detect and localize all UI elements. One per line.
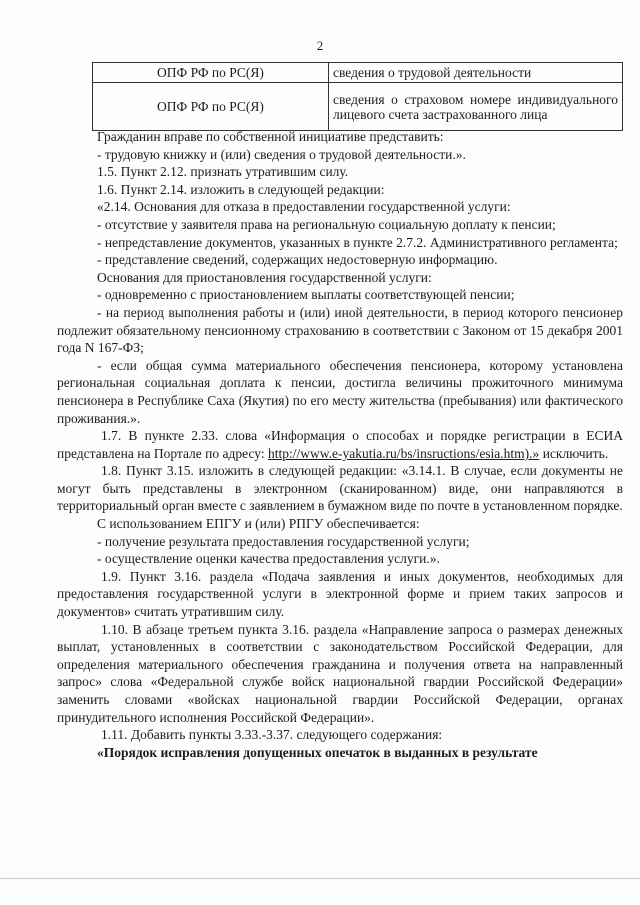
- table-row: [93, 63, 623, 83]
- paragraph: - одновременно с приостановлением выплаты соответствующей пенсии;: [97, 287, 515, 303]
- paragraph: - отсутствие у заявителя права на региональную социальную доплату к пенсии;: [97, 216, 556, 232]
- paragraph: 1.5. Пункт 2.12. признать утратившим силу.: [97, 164, 349, 180]
- table-cell-organization: ОПФ РФ по РС(Я): [93, 83, 329, 131]
- scan-edge-line: [0, 878, 640, 879]
- table-cell-document: сведения о страховом номере индивидуального лицевого счета застрахованного лица: [329, 83, 623, 131]
- paragraph: «2.14. Основания для отказа в предоставлении государственной услуги:: [97, 199, 511, 215]
- paragraph: Основания для приостановления государственной услуги:: [97, 269, 432, 285]
- esia-link[interactable]: http://www.e-yakutia.ru/bs/insructions/esia.htm).»: [267, 445, 540, 461]
- paragraph: Гражданин вправе по собственной инициативе представить:: [97, 129, 444, 144]
- table-cell-organization: ОПФ РФ по РС(Я): [93, 63, 329, 83]
- paragraph: 1.10. В абзаце третьем пункта 3.16. раздела «Направление запроса о размерах денежных выплат, установленных в соответствии с законодательством Российской Федерации, для определения материального обеспечения гражданина и получения ответа на направленный запрос» слова «Федеральной службе войск национальной гвардии Российской Федерации» заменить словами «войсках национальной гвардии Российской Федерации, органах принудительного исполнения Российской Федерации».: [57, 621, 623, 725]
- paragraph-text: исключить.: [542, 445, 609, 461]
- table-cell-document: сведения о трудовой деятельности: [329, 63, 623, 83]
- paragraph: 1.9. Пункт 3.16. раздела «Подача заявления и иных документов, необходимых для предоставления государственной услуги в электронной форме и прием таких запросов и документов» считать утратившим силу.: [57, 568, 623, 620]
- paragraph: - получение результата предоставления государственной услуги;: [97, 533, 470, 549]
- paragraph: 1.6. Пункт 2.14. изложить в следующей редакции:: [97, 181, 385, 197]
- paragraph: - если общая сумма материального обеспечения пенсионера, которому установлена региональная социальная доплата к пенсии, достигла величины прожиточного минимума пенсионера в Республике Саха (Якутия) по его месту жительства (пребывания) или фактического проживания.».: [57, 357, 623, 426]
- table-row: [93, 83, 623, 131]
- paragraph-text: 1.7. В пункте 2.33. слова «Информация о способах и порядке регистрации в ЕСИА представлена на Портале по адресу:: [57, 428, 623, 461]
- section-heading: «Порядок исправления допущенных опечаток в выданных в результате: [97, 744, 538, 760]
- paragraph: - представление сведений, содержащих недостоверную информацию.: [97, 252, 498, 268]
- page-number: 2: [316, 38, 324, 53]
- paragraph: 1.11. Добавить пункты 3.33.-3.37. следующего содержания:: [101, 727, 443, 743]
- paragraph: 1.8. Пункт 3.15. изложить в следующей редакции: «3.14.1. В случае, если документы не могут быть представлены в электронном (сканированном) виде, они направляются в территориальный орган вместе с заявлением в бумажном виде по почте в установленном порядке.: [57, 463, 623, 514]
- paragraph: - трудовую книжку и (или) сведения о трудовой деятельности.».: [97, 146, 466, 162]
- paragraph: С использованием ЕПГУ и (или) РПГУ обеспечивается:: [97, 516, 420, 532]
- document-body: [57, 128, 623, 761]
- paragraph: [57, 427, 623, 462]
- service-table: [92, 62, 623, 131]
- paragraph: - непредставление документов, указанных в пункте 2.7.2. Административного регламента;: [97, 234, 618, 250]
- paragraph: - на период выполнения работы и (или) иной деятельности, в период которого пенсионер подлежит обязательному пенсионному страхованию в соответствии с Законом от 15 декабря 2001 года N 167-ФЗ;: [57, 304, 623, 356]
- paragraph: - осуществление оценки качества предоставления услуги.».: [97, 551, 440, 567]
